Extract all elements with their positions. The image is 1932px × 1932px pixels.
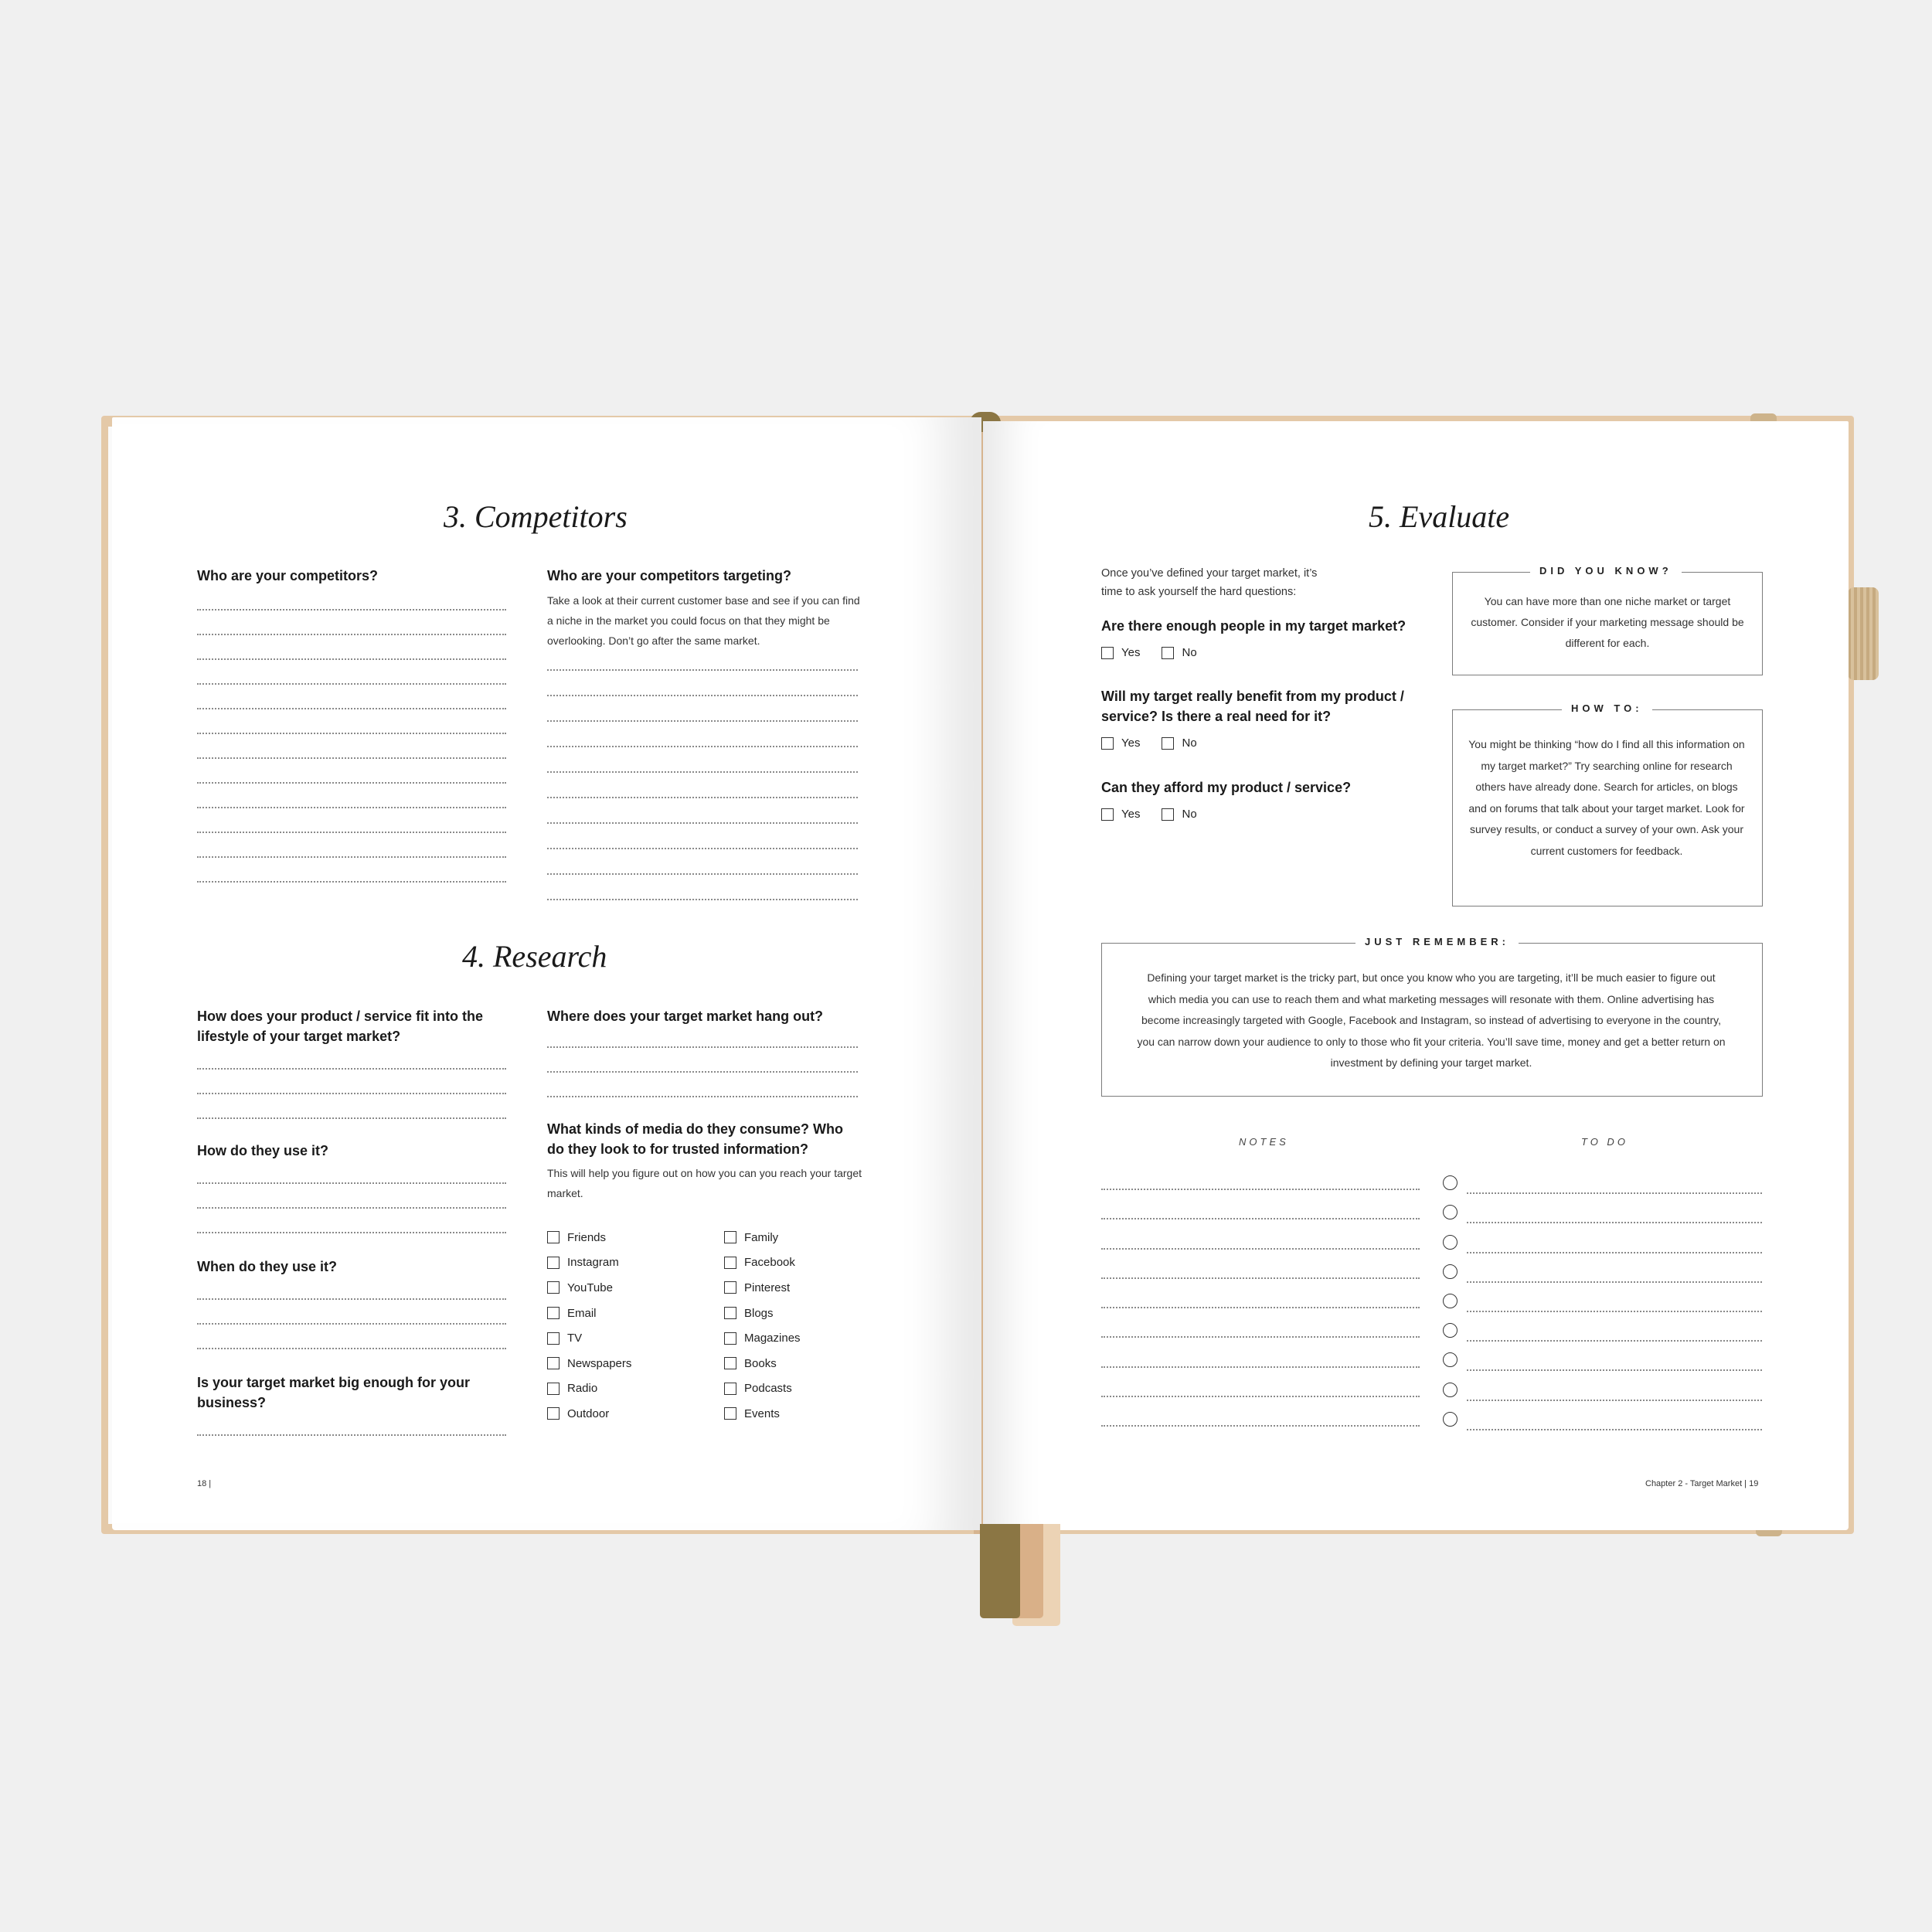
media-option[interactable] <box>547 1301 702 1326</box>
media-option[interactable] <box>724 1401 879 1427</box>
writing-line[interactable] <box>197 1182 506 1184</box>
media-option-label: Pinterest <box>744 1281 791 1294</box>
todo-circle-checkbox[interactable] <box>1443 1412 1458 1427</box>
yes-no-afford <box>1101 808 1197 821</box>
todo-item[interactable] <box>1443 1254 1762 1284</box>
todo-line[interactable] <box>1467 1192 1762 1194</box>
writing-lines-how-use[interactable] <box>197 1168 506 1233</box>
todo-item[interactable] <box>1443 1342 1762 1372</box>
media-option-label: Podcasts <box>744 1382 792 1396</box>
media-option[interactable] <box>547 1325 702 1351</box>
page-number-left: 18 | <box>197 1479 212 1488</box>
todo-line[interactable] <box>1467 1222 1762 1223</box>
writing-line[interactable] <box>197 1207 506 1209</box>
todo-circle-checkbox[interactable] <box>1443 1323 1458 1338</box>
page-footer-right: Chapter 2 - Target Market | 19 <box>1645 1479 1759 1488</box>
media-option-label: Magazines <box>744 1332 801 1345</box>
notes-line[interactable] <box>1101 1218 1420 1219</box>
checkbox[interactable] <box>1162 808 1174 821</box>
checkbox[interactable] <box>1101 808 1114 821</box>
writing-line[interactable] <box>197 782 506 784</box>
todo-line[interactable] <box>1467 1252 1762 1253</box>
media-option-label: Email <box>567 1306 597 1320</box>
todo-line[interactable] <box>1467 1369 1762 1371</box>
question-competitors-targeting: Who are your competitors targeting? <box>547 568 792 583</box>
media-checklist-left <box>547 1225 702 1427</box>
todo-item[interactable] <box>1443 1313 1762 1342</box>
todo-item[interactable] <box>1443 1224 1762 1253</box>
writing-line[interactable] <box>197 1093 506 1094</box>
writing-lines-hang-out[interactable] <box>547 1036 858 1097</box>
option-no[interactable] <box>1162 736 1196 750</box>
media-option-label: Family <box>744 1230 779 1244</box>
media-option-label: Outdoor <box>567 1406 610 1420</box>
notes-line[interactable] <box>1101 1425 1420 1427</box>
writing-line[interactable] <box>197 832 506 833</box>
media-option-label: Instagram <box>567 1256 619 1270</box>
media-option-label: YouTube <box>567 1281 613 1294</box>
notes-line[interactable] <box>1101 1248 1420 1250</box>
question-who-competitors: Who are your competitors? <box>197 568 379 583</box>
todo-list <box>1443 1165 1762 1431</box>
checkbox[interactable] <box>547 1307 560 1319</box>
notes-line[interactable] <box>1101 1336 1420 1338</box>
todo-line[interactable] <box>1467 1340 1762 1342</box>
media-option[interactable] <box>724 1225 879 1250</box>
checkbox[interactable] <box>1162 737 1174 750</box>
media-option[interactable] <box>547 1250 702 1276</box>
todo-circle-checkbox[interactable] <box>1443 1205 1458 1219</box>
notes-line[interactable] <box>1101 1189 1420 1190</box>
media-option[interactable] <box>547 1275 702 1301</box>
writing-line[interactable] <box>547 746 858 747</box>
did-you-know-label: DID YOU KNOW? <box>1530 565 1682 577</box>
writing-line[interactable] <box>197 1068 506 1070</box>
todo-item[interactable] <box>1443 1165 1762 1195</box>
question-when-use: When do they use it? <box>197 1259 338 1274</box>
todo-circle-checkbox[interactable] <box>1443 1235 1458 1250</box>
writing-line[interactable] <box>197 658 506 660</box>
writing-line[interactable] <box>547 1096 858 1097</box>
todo-circle-checkbox[interactable] <box>1443 1175 1458 1190</box>
writing-line[interactable] <box>197 609 506 611</box>
todo-line[interactable] <box>1467 1429 1762 1430</box>
writing-line[interactable] <box>547 899 858 900</box>
checkbox[interactable] <box>547 1231 560 1243</box>
option-label: No <box>1182 646 1197 659</box>
writing-line[interactable] <box>547 873 858 875</box>
writing-line[interactable] <box>547 1071 858 1073</box>
checkbox[interactable] <box>1162 647 1174 659</box>
how-to-text: You might be thinking “how do I find all this information on my target market?” Try searching online for research others have already done. Search for articles, on blogs and on forums that talk about your target market. Look for survey results, or conduct a survey of your own. Ask your current customers for feedback. <box>1468 738 1745 857</box>
media-option-label: Blogs <box>744 1306 774 1320</box>
media-option-label: Friends <box>567 1230 607 1244</box>
writing-line[interactable] <box>197 807 506 808</box>
option-label: Yes <box>1121 646 1141 659</box>
writing-line[interactable] <box>197 1434 506 1436</box>
writing-line[interactable] <box>197 733 506 734</box>
media-option[interactable] <box>547 1225 702 1250</box>
writing-line[interactable] <box>197 708 506 709</box>
checkbox[interactable] <box>547 1257 560 1269</box>
checkbox[interactable] <box>724 1307 736 1319</box>
todo-item[interactable] <box>1443 1195 1762 1224</box>
writing-line[interactable] <box>547 822 858 824</box>
writing-line[interactable] <box>547 797 858 798</box>
did-you-know-text: You can have more than one niche market or target customer. Consider if your marketing message should be different for each. <box>1471 595 1744 649</box>
todo-item[interactable] <box>1443 1284 1762 1313</box>
checkbox[interactable] <box>724 1231 736 1243</box>
section-title-research: 4. Research <box>462 939 607 974</box>
media-option[interactable] <box>547 1376 702 1402</box>
todo-item[interactable] <box>1443 1372 1762 1401</box>
todo-circle-checkbox[interactable] <box>1443 1352 1458 1367</box>
writing-line[interactable] <box>547 669 858 671</box>
question-market-big-enough: Is your target market big enough for your business? <box>197 1375 471 1410</box>
checkbox[interactable] <box>724 1357 736 1369</box>
notes-lines[interactable] <box>1101 1189 1420 1427</box>
writing-line[interactable] <box>547 695 858 696</box>
media-option[interactable] <box>724 1325 879 1351</box>
writing-line[interactable] <box>197 1298 506 1300</box>
media-checklist-right <box>724 1225 879 1427</box>
writing-lines-competitors[interactable] <box>197 595 506 883</box>
writing-line[interactable] <box>197 683 506 685</box>
checkbox[interactable] <box>547 1357 560 1369</box>
media-option[interactable] <box>724 1275 879 1301</box>
just-remember-label: JUST REMEMBER: <box>1355 936 1519 947</box>
checkbox[interactable] <box>724 1383 736 1395</box>
media-option[interactable] <box>547 1401 702 1427</box>
question-media: What kinds of media do they consume? Who do they look to for trusted information? <box>547 1121 844 1157</box>
writing-lines-when-use[interactable] <box>197 1284 506 1349</box>
writing-line[interactable] <box>197 1232 506 1233</box>
question-enough-people: Are there enough people in my target market? <box>1101 618 1406 634</box>
writing-line[interactable] <box>547 1046 858 1048</box>
question-hang-out: Where does your target market hang out? <box>547 1009 824 1024</box>
writing-line[interactable] <box>547 848 858 849</box>
media-option-label: Radio <box>567 1382 598 1396</box>
writing-line[interactable] <box>547 720 858 722</box>
just-remember-text: Defining your target market is the tricky part, but once you know who you are targeting, it’ll be much easier to figure out which media you can use to reach them and what marketing messages will resonate with them. Online advertising has become increasingly targeted with Google, Facebook and Instagram, so instead of advertising to everyone in the country, you can narrow down your audience to only to those who fit your criteria. You’ll save time, money and get a better return on investment by defining your target market. <box>1137 971 1726 1069</box>
writing-line[interactable] <box>197 1348 506 1349</box>
section-title-competitors: 3. Competitors <box>444 499 628 534</box>
writing-line[interactable] <box>197 1323 506 1325</box>
checkbox[interactable] <box>547 1383 560 1395</box>
notes-line[interactable] <box>1101 1366 1420 1368</box>
writing-line[interactable] <box>197 1117 506 1119</box>
writing-line[interactable] <box>197 634 506 635</box>
notes-line[interactable] <box>1101 1396 1420 1397</box>
evaluate-intro: Once you’ve defined your target market, it’s time to ask yourself the hard questions: <box>1101 567 1318 598</box>
todo-label: TO DO <box>1581 1136 1628 1148</box>
yes-no-enough-people <box>1101 646 1197 659</box>
hint-competitors-targeting: Take a look at their current customer base and see if you can find a niche in the market you could focus on that they might be overlooking. Don’t go after the same market. <box>547 594 860 647</box>
ribbon-dark <box>980 1524 1020 1618</box>
pen-loop[interactable] <box>1848 587 1879 680</box>
todo-circle-checkbox[interactable] <box>1443 1264 1458 1279</box>
writing-line[interactable] <box>197 881 506 883</box>
media-option[interactable] <box>724 1376 879 1402</box>
question-real-need: Will my target really benefit from my product / service? Is there a real need for it? <box>1101 689 1404 724</box>
checkbox[interactable] <box>1101 647 1114 659</box>
todo-line[interactable] <box>1467 1311 1762 1312</box>
section-title-evaluate: 5. Evaluate <box>1369 499 1510 534</box>
media-option[interactable] <box>724 1351 879 1376</box>
option-label: No <box>1182 736 1197 750</box>
option-label: Yes <box>1121 808 1141 821</box>
media-option-label: Newspapers <box>567 1356 632 1370</box>
writing-lines-product-fit[interactable] <box>197 1053 506 1119</box>
media-option[interactable] <box>724 1301 879 1326</box>
checkbox[interactable] <box>724 1332 736 1345</box>
option-label: No <box>1182 808 1197 821</box>
checkbox[interactable] <box>724 1281 736 1294</box>
todo-circle-checkbox[interactable] <box>1443 1383 1458 1397</box>
writing-line[interactable] <box>197 856 506 858</box>
question-how-use: How do they use it? <box>197 1143 329 1158</box>
media-option-label: TV <box>567 1332 583 1345</box>
option-yes[interactable] <box>1101 646 1140 659</box>
option-yes[interactable] <box>1101 736 1140 750</box>
checkbox[interactable] <box>547 1332 560 1345</box>
media-option-label: Facebook <box>744 1256 795 1270</box>
media-option[interactable] <box>547 1351 702 1376</box>
writing-line[interactable] <box>197 757 506 759</box>
checkbox[interactable] <box>724 1257 736 1269</box>
yes-no-real-need <box>1101 736 1197 750</box>
todo-line[interactable] <box>1467 1400 1762 1401</box>
checkbox[interactable] <box>547 1407 560 1420</box>
checkbox[interactable] <box>724 1407 736 1420</box>
media-option[interactable] <box>724 1250 879 1276</box>
notes-line[interactable] <box>1101 1307 1420 1308</box>
question-afford: Can they afford my product / service? <box>1101 780 1352 795</box>
checkbox[interactable] <box>1101 737 1114 750</box>
option-no[interactable] <box>1162 646 1196 659</box>
media-option-label: Books <box>744 1356 777 1370</box>
how-to-label: HOW TO: <box>1562 702 1652 714</box>
notes-line[interactable] <box>1101 1277 1420 1279</box>
question-product-fit: How does your product / service fit into the lifestyle of your target market? <box>197 1009 484 1044</box>
todo-line[interactable] <box>1467 1281 1762 1283</box>
option-yes[interactable] <box>1101 808 1140 821</box>
media-option-label: Events <box>744 1406 780 1420</box>
todo-item[interactable] <box>1443 1402 1762 1431</box>
hint-media: This will help you figure out on how you can you reach your target market. <box>547 1167 862 1199</box>
option-no[interactable] <box>1162 808 1196 821</box>
checkbox[interactable] <box>547 1281 560 1294</box>
notes-label: NOTES <box>1239 1136 1289 1148</box>
writing-line[interactable] <box>547 771 858 773</box>
option-label: Yes <box>1121 736 1141 750</box>
todo-circle-checkbox[interactable] <box>1443 1294 1458 1308</box>
writing-lines-targeting[interactable] <box>547 655 858 900</box>
